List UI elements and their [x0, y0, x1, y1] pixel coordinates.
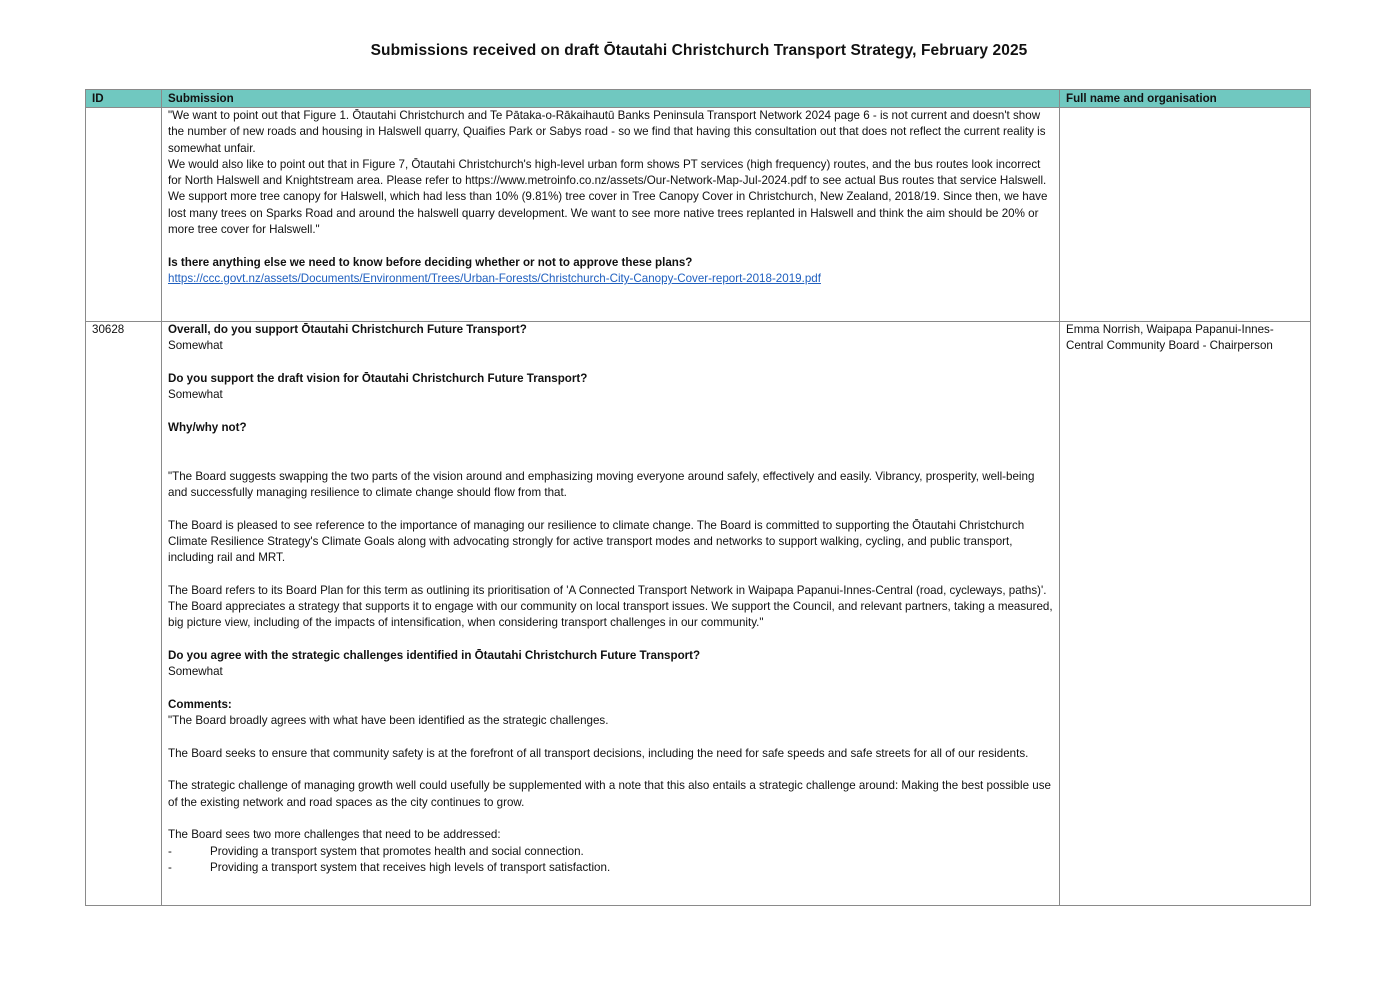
submission-paragraph: "We want to point out that Figure 1. Ōtautahi Christchurch and Te Pātaka-o-Rākaihautū Banks Peninsula Transport Network 2024 page 6 - is not current and doesn't show the number of new roads and housing in Halswell quarry, Quaifies Park or Sabys road - so we find that having this consultation out that does not reflect the current reality is somewhat unfair.: [168, 109, 1046, 155]
list-item: [168, 860, 1053, 876]
submissions-table: [85, 89, 1311, 906]
submission-paragraph: The Board is pleased to see reference to the importance of managing our resilience to climate change. The Board is committed to supporting the Ōtautahi Christchurch Climate Resilience Strategy's Climate Goals along with advocating strongly for active transport modes and networks to support walking, cycling, and public transport, including rail and MRT.: [168, 518, 1025, 565]
page-title: Submissions received on draft Ōtautahi Christchurch Transport Strategy, February 2025: [370, 42, 1028, 59]
header-id: ID: [86, 90, 162, 108]
table-row: [86, 322, 1311, 906]
submission-paragraph: The Board refers to its Board Plan for this term as outlining its prioritisation of 'A Connected Transport Network in Waipapa Papanui-Innes-Central (road, cycleways, paths)'. The Board appreciates a strategy that supports it to engage with our community on local transport issues. We support the Council, and relevant partners, taking a measured, big picture view, including of the impacts of intensification, when considering transport challenges in our community.": [168, 583, 1053, 630]
answer-text: Somewhat: [168, 339, 223, 353]
table-header-row: [86, 90, 1311, 108]
question-heading: Do you support the draft vision for Ōtautahi Christchurch Future Transport?: [168, 371, 588, 385]
submission-text-cell: [162, 108, 1060, 322]
submission-id-cell: 30628: [86, 322, 162, 906]
bullet-text: Providing a transport system that promotes health and social connection.: [210, 844, 584, 858]
submitter-name-cell: [1060, 108, 1311, 322]
bullet-marker: -: [168, 844, 172, 858]
bullet-text: Providing a transport system that receives high levels of transport satisfaction.: [210, 860, 611, 874]
submission-paragraph: The strategic challenge of managing growth well could usefully be supplemented with a note that this also entails a strategic challenge around: Making the best possible use of the existing network and road spaces as the city continues to grow.: [168, 779, 1051, 809]
list-item: [168, 844, 1053, 860]
table-row: [86, 108, 1311, 322]
bullet-marker: -: [168, 860, 172, 874]
submitter-name-cell: Emma Norrish, Waipapa Papanui-Innes-Central Community Board - Chairperson: [1060, 322, 1311, 906]
answer-text: Somewhat: [168, 388, 223, 402]
submission-paragraph: "The Board suggests swapping the two parts of the vision around and emphasizing moving everyone around safely, effectively and easily. Vibrancy, prosperity, well-being and successfully managing resilience to climate change should flow from that.: [168, 469, 1035, 499]
header-submission: Submission: [162, 90, 1060, 108]
canopy-report-link[interactable]: https://ccc.govt.nz/assets/Documents/Environment/Trees/Urban-Forests/Christchurch-City-Canopy-Cover-report-2018-2019.pdf: [168, 271, 821, 285]
submission-paragraph: "The Board broadly agrees with what have been identified as the strategic challenges.: [168, 714, 609, 728]
answer-text: Somewhat: [168, 665, 223, 679]
question-heading: Overall, do you support Ōtautahi Christchurch Future Transport?: [168, 323, 527, 336]
submission-paragraph: We would also like to point out that in Figure 7, Ōtautahi Christchurch's high-level urban form shows PT services (high frequency) routes, and the bus routes look incorrect for North Halswell and Knightstream area. Please refer to https://www.metroinfo.co.nz/assets/Our-Network-Map-Jul-2024.pdf to see actual Bus routes that service Halswell.: [168, 157, 1047, 188]
submission-paragraph: The Board sees two more challenges that need to be addressed:: [168, 828, 501, 842]
submission-paragraph: We support more tree canopy for Halswell, which had less than 10% (9.81%) tree cover in Tree Canopy Cover in Christchurch, New Zealand, 2018/19. Since then, we have lost many trees on Sparks Road and around the halswell quarry development. We want to see more native trees replanted in Halswell and think the aim should be 20% or more tree cover for Halswell.": [168, 190, 1048, 237]
question-heading: Why/why not?: [168, 420, 247, 434]
header-full-name-organisation: Full name and organisation: [1060, 90, 1311, 108]
question-heading: Is there anything else we need to know before deciding whether or not to approve these plans?: [168, 255, 693, 269]
submission-paragraph: The Board seeks to ensure that community safety is at the forefront of all transport decisions, including the need for safe speeds and safe streets for all of our residents.: [168, 746, 1029, 760]
submission-text-cell: [162, 322, 1060, 906]
submission-id-cell: [86, 108, 162, 322]
question-heading: Do you agree with the strategic challenges identified in Ōtautahi Christchurch Future Transport?: [168, 648, 701, 662]
comments-label: Comments:: [168, 697, 232, 711]
